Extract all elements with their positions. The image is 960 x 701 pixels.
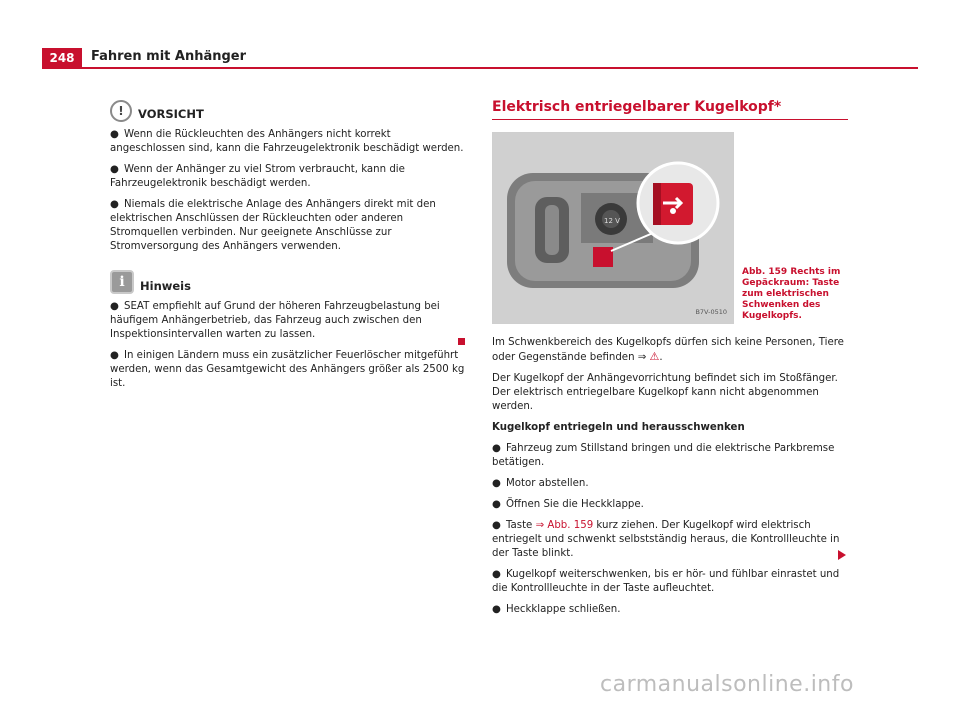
subheading: Kugelkopf entriegeln und herausschwenken	[492, 422, 745, 433]
paragraph: Der Kugelkopf der Anhängevorrichtung befindet sich im Stoßfänger. Der elektrisch entriegelbare Kugelkopf kann nicht abgenommen werden.	[492, 373, 838, 412]
step-item: ● Kugelkopf weiterschwenken, bis er hör- und fühlbar einrastet und die Kontrollleuchte in der Taste aufleuchtet.	[492, 569, 840, 594]
note-item: ● In einigen Ländern muss ein zusätzlicher Feuerlöscher mitgeführt werden, wenn das Gesamtgewicht des Anhängers größer als 2500 kg ist.	[110, 350, 465, 389]
caution-item: ● Niemals die elektrische Anlage des Anhängers direkt mit den elektrischen Anschlüssen der Rückleuchten oder anderen Stromquellen verbinden. Nur geeignete Anschlüsse zur Stromversorgung des Anhängers verwenden.	[110, 199, 436, 252]
socket-label: 12 V	[604, 217, 620, 225]
caution-title: VORSICHT	[138, 107, 204, 121]
watermark: carmanualsonline.info	[600, 672, 854, 697]
step-item: ● Heckklappe schließen.	[492, 604, 621, 615]
page-number: 248	[42, 48, 82, 68]
figure-code: B7V-0510	[695, 308, 727, 316]
note-title: Hinweis	[140, 279, 191, 293]
step-text: kurz ziehen. Der Kugelkopf wird elektrisch entriegelt und schwenkt selbstständig heraus, die Kontrollleuchte in der Taste blinkt.	[492, 520, 840, 559]
figure-reference-link[interactable]: ⇒ Abb. 159	[535, 520, 594, 531]
exclamation-circle-icon: !	[110, 100, 132, 122]
caution-item: ● Wenn der Anhänger zu viel Strom verbraucht, kann die Fahrzeugelektronik beschädigt werden.	[110, 164, 405, 189]
note-item: ● SEAT empfiehlt auf Grund der höheren Fahrzeugbelastung bei häufigem Anhängerbetrieb, das Fahrzeug auch zwischen den Inspektionsintervallen warten zu lassen.	[110, 301, 440, 340]
header-rule	[42, 67, 918, 69]
step-item: ● Öffnen Sie die Heckklappe.	[492, 499, 644, 510]
figure-trunk-button	[492, 132, 734, 324]
step-text: ● Taste	[492, 520, 536, 531]
step-item	[492, 519, 848, 561]
continue-arrow-icon	[838, 550, 846, 560]
step-item: ● Motor abstellen.	[492, 478, 589, 489]
intro-text: Im Schwenkbereich des Kugelkopfs dürfen sich keine Personen, Tiere oder Gegenstände befinden ⇒	[492, 337, 844, 363]
warning-triangle-icon: ⚠	[649, 350, 660, 363]
section-end-marker	[458, 338, 465, 345]
intro-end: .	[659, 352, 663, 363]
note-header	[110, 270, 465, 294]
intro-paragraph	[492, 336, 848, 365]
chapter-title: Fahren mit Anhänger	[91, 49, 247, 64]
section-title: Elektrisch entriegelbarer Kugelkopf*	[492, 100, 848, 120]
trunk-illustration	[493, 133, 733, 323]
info-icon: i	[110, 270, 134, 294]
figure-row	[492, 132, 848, 324]
figure-caption: Abb. 159 Rechts im Gepäckraum: Taste zum elektrischen Schwenken des Kugelkopfs.	[742, 267, 841, 321]
caution-item: ● Wenn die Rückleuchten des Anhängers nicht korrekt angeschlossen sind, kann die Fahrzeugelektronik beschädigt werden.	[110, 129, 464, 154]
caution-header	[110, 100, 465, 122]
right-column	[492, 100, 848, 624]
left-column	[110, 100, 465, 398]
step-item: ● Fahrzeug zum Stillstand bringen und die elektrische Parkbremse betätigen.	[492, 443, 835, 468]
